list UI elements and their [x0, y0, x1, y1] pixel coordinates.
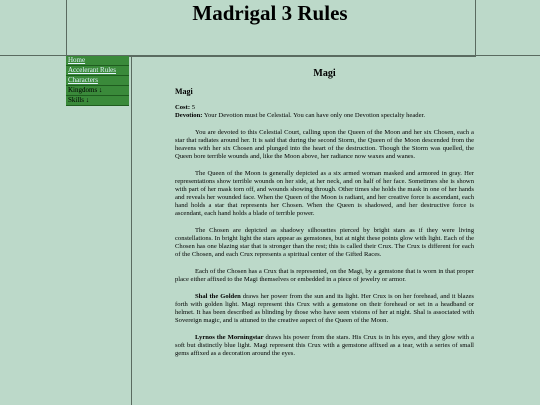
nav-item-kingdoms[interactable]: Kingdoms ↓	[66, 86, 129, 96]
nav-item-skills[interactable]: Skills ↓	[66, 96, 129, 106]
paragraph-lead: Lyrnos the Morningstar	[195, 334, 264, 341]
devotion-label: Devotion:	[175, 112, 203, 119]
sidebar-divider	[131, 56, 132, 405]
nav-item-accelerant-rules[interactable]: Accelerant Rules	[66, 66, 129, 76]
paragraph: The Queen of the Moon is generally depicted as a six armed woman masked and armored in gray. Her representations show terrible wounds on her side, at her neck, and on half of her face. Sometimes she is shown with part of her mask torn off, and wounds showing through. Other times she holds the mask in one of her hands and reveals her wounded face. When the Queen of the Moon is radiant, and her creative force is ascendant, each hand holds a star that represents her Chosen. When the Queen is shadowed, and her destructive force is ascendant, each hand holds a blade of terrible power.	[175, 170, 474, 217]
paragraph-lead: Shal the Golden	[195, 293, 241, 300]
section-heading: Magi	[175, 87, 193, 96]
page-title: Magi	[313, 68, 336, 79]
site-title: Madrigal 3 Rules	[192, 1, 348, 25]
cost-label: Cost:	[175, 104, 191, 111]
paragraph: Lyrnos the Morningstar draws his power from the stars. His Crux is in his eyes, and they glow with a soft but distinctly blue light. Magi represent this Crux with a gemstone affixed as a tear, with a series of small gems affixed as a decoration around the eyes.	[175, 334, 474, 357]
nav-item-home[interactable]: Home	[66, 56, 129, 66]
paragraph: You are devoted to this Celestial Court, calling upon the Queen of the Moon and her six Chosen, each a star that radiates around her. It is said that during the second Storm, the Queen of the Moon descended from the heavens with her six Chosen and plunged into the heart of the destruction. Though the Storm was quelled, the Queen bore terrible wounds and, like the Moon above, her radiance now waxes and wanes.	[175, 129, 474, 160]
nav-item-characters[interactable]: Characters	[66, 76, 129, 86]
devotion-line	[175, 112, 474, 120]
sidebar-nav	[66, 56, 129, 106]
paragraph: The Chosen are depicted as shadowy silhouettes pierced by bright stars as if they were living constellations. In bright light the stars appear as gemstones, but at night these points glow with light. Each of the Chosen has one blazing star that is stronger than the rest; this is called their Crux. The Crux is different for each of the Chosen, and each Crux represents a spiritual center of the Gifted Races.	[175, 227, 474, 258]
cost-value: 5	[191, 104, 195, 111]
main-content	[175, 56, 474, 358]
devotion-value: Your Devotion must be Celestial. You can have only one Devotion specialty header.	[203, 112, 425, 119]
cost-line	[175, 104, 474, 112]
paragraph: Each of the Chosen has a Crux that is represented, on the Magi, by a gemstone that is worn in that proper place either affixed to the Magi themselves or embedded in a piece of jewelry or armor.	[175, 268, 474, 283]
paragraph: Shal the Golden draws her power from the sun and its light. Her Crux is on her forehead, and it blazes forth with golden light. Magi represent this Crux with a gemstone on their forehead or set in a headband or helmet. It has been described as blinding by those who have seen visions of her at night. Shal is associated with Sovereign magic, and is attuned to the creative aspect of the Queen of the Moon.	[175, 293, 474, 324]
